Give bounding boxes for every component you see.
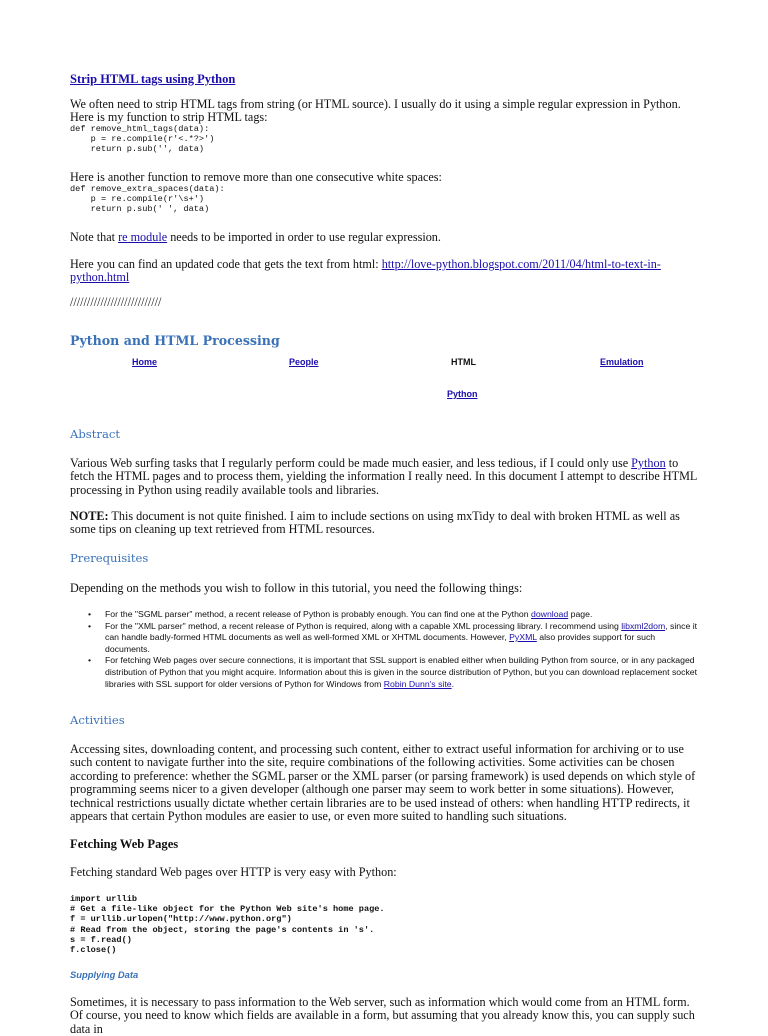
bullet-icon: • — [88, 609, 92, 619]
code-line: p = re.compile(r'<.*?>') — [70, 134, 215, 145]
text-span: Various Web surfing tasks that I regularly perform could be made much easier, and less tedious, if I could only use — [70, 456, 632, 470]
code-line: def remove_html_tags(data): — [70, 124, 210, 134]
code-line: f.close() — [70, 945, 117, 956]
activities-paragraph: Accessing sites, downloading content, and processing such content, either to extract useful information for archiving or to use such content to navigate further into the site, require combinations of the following activities. Some activities can be chosen according to preference: whether the SGML parser or the XML parser (or parsing framework) is used depends on which style of programming seems nicer to a given developer (although one parser may seem to work better in some situations). However, technical restrictions usually dictate whether certain libraries are to be used instead of others: when handling HTTP redirects, it appears that certain Python modules are easier to use, or even more suited to handling such situations. — [70, 742, 696, 824]
intro-paragraph: We often need to strip HTML tags from string (or HTML source). I usually do it using a simple regular expression in Python. Here is my function to strip HTML tags: — [70, 97, 681, 125]
nav-emulation-link[interactable]: Emulation — [600, 357, 644, 367]
code-line: def remove_extra_spaces(data): — [70, 184, 225, 194]
extra-spaces-paragraph: Here is another function to remove more than one consecutive white spaces: — [70, 170, 442, 184]
bullet-icon: • — [88, 620, 92, 631]
text-span: Note that — [70, 230, 119, 244]
fetching-heading: Fetching Web Pages — [70, 837, 179, 851]
text-span: For the "XML parser" method, a recent release of Python is required, along with a capable XML processing library. I recommend using — [105, 620, 622, 631]
note-label: NOTE: — [70, 509, 109, 523]
supplying-data-paragraph: Sometimes, it is necessary to pass information to the Web server, such as information which would come from an HTML form. Of course, you need to know which fields are available in a form, but assuming that you already know this, you can supply such data in — [70, 995, 695, 1036]
code-line: p = re.compile(r'\s+') — [70, 194, 205, 205]
robin-dunn-link[interactable]: Robin Dunn's site — [383, 678, 452, 689]
text-span: page. — [568, 609, 593, 619]
abstract-heading: Abstract — [70, 427, 121, 441]
text-span: also provides support for such documents. — [105, 632, 656, 654]
download-link[interactable]: download — [531, 609, 569, 619]
prerequisites-intro: Depending on the methods you wish to follow in this tutorial, you need the following things: — [70, 581, 523, 595]
title-link[interactable]: Strip HTML tags using Python — [70, 72, 236, 86]
text-span: , since it can handle badly-formed HTML documents as well as well-formed XML or XHTML documents. However, — [105, 620, 698, 643]
nav-home-link[interactable]: Home — [132, 357, 158, 367]
note-paragraph — [70, 510, 698, 537]
nav-html-current: HTML — [451, 357, 476, 367]
code-line: import urllib — [70, 894, 138, 904]
text-span: This document is not quite finished. I aim to include sections on using mxTidy to deal with broken HTML as well as some tips on cleaning up text retrieved from HTML resources. — [70, 509, 680, 537]
code-line: # Read from the object, storing the page's contents in 's'. — [70, 924, 375, 935]
code-line: return p.sub(' ', data) — [70, 204, 210, 215]
nav-home[interactable] — [132, 357, 157, 367]
page-title[interactable] — [70, 70, 235, 88]
text-span: needs to be imported in order to use regular expression. — [167, 230, 441, 244]
python-link[interactable]: Python — [631, 456, 666, 470]
code-line: # Get a file-like object for the Python Web site's home page. — [70, 904, 385, 915]
list-item — [70, 655, 698, 690]
section-heading-html-processing: Python and HTML Processing — [70, 333, 280, 348]
text-span: Here you can find an updated code that gets the text from html: — [70, 257, 382, 271]
list-item — [70, 621, 698, 656]
code-block-urllib — [70, 894, 385, 955]
bullet-icon: • — [88, 655, 92, 666]
text-span: to fetch the HTML pages and to process them, yielding the information I really need. In this document I attempt to describe HTML processing in Python using readily available tools and libraries. — [70, 456, 697, 497]
nav-people[interactable] — [289, 357, 319, 367]
nav-people-link[interactable]: People — [289, 357, 319, 367]
code-line: f = urllib.urlopen("http://www.python.org") — [70, 914, 292, 925]
separator-text: /////////////////////////// — [70, 295, 162, 309]
updated-code-paragraph — [70, 258, 710, 285]
nav-emulation[interactable] — [600, 357, 644, 367]
code-block-extra-spaces — [70, 184, 225, 215]
code-line: s = f.read() — [70, 934, 132, 945]
code-line: return p.sub('', data) — [70, 144, 205, 155]
prerequisites-list — [70, 609, 698, 690]
supplying-data-heading: Supplying Data — [70, 969, 139, 980]
pyxml-link[interactable]: PyXML — [509, 632, 537, 643]
prerequisites-heading: Prerequisites — [70, 551, 149, 565]
nav-python[interactable] — [447, 389, 478, 399]
nav-python-link[interactable]: Python — [447, 389, 478, 399]
list-item — [70, 609, 698, 621]
code-block-strip-tags — [70, 124, 214, 155]
abstract-paragraph — [70, 457, 698, 497]
re-module-link[interactable]: re module — [118, 230, 168, 244]
re-module-note — [70, 231, 441, 244]
text-span: . — [451, 678, 455, 689]
fetching-intro: Fetching standard Web pages over HTTP is very easy with Python: — [70, 865, 397, 879]
text-span: For fetching Web pages over secure connections, it is important that SSL support is enabled either when building Python from source, or in any packaged distribution of Python that you might acquire. Information about this is given in the source distribution of Python, but you can download replacement socket libraries with SSL support for older versions of Python for Windows from — [105, 655, 698, 689]
activities-heading: Activities — [70, 713, 125, 727]
updated-code-link[interactable]: http://love-python.blogspot.com/2011/04/html-to-text-in-python.html — [70, 257, 661, 285]
text-span: For the "SGML parser" method, a recent release of Python is probably enough. You can find one at the Python — [105, 609, 532, 619]
libxml2dom-link[interactable]: libxml2dom — [621, 620, 666, 631]
